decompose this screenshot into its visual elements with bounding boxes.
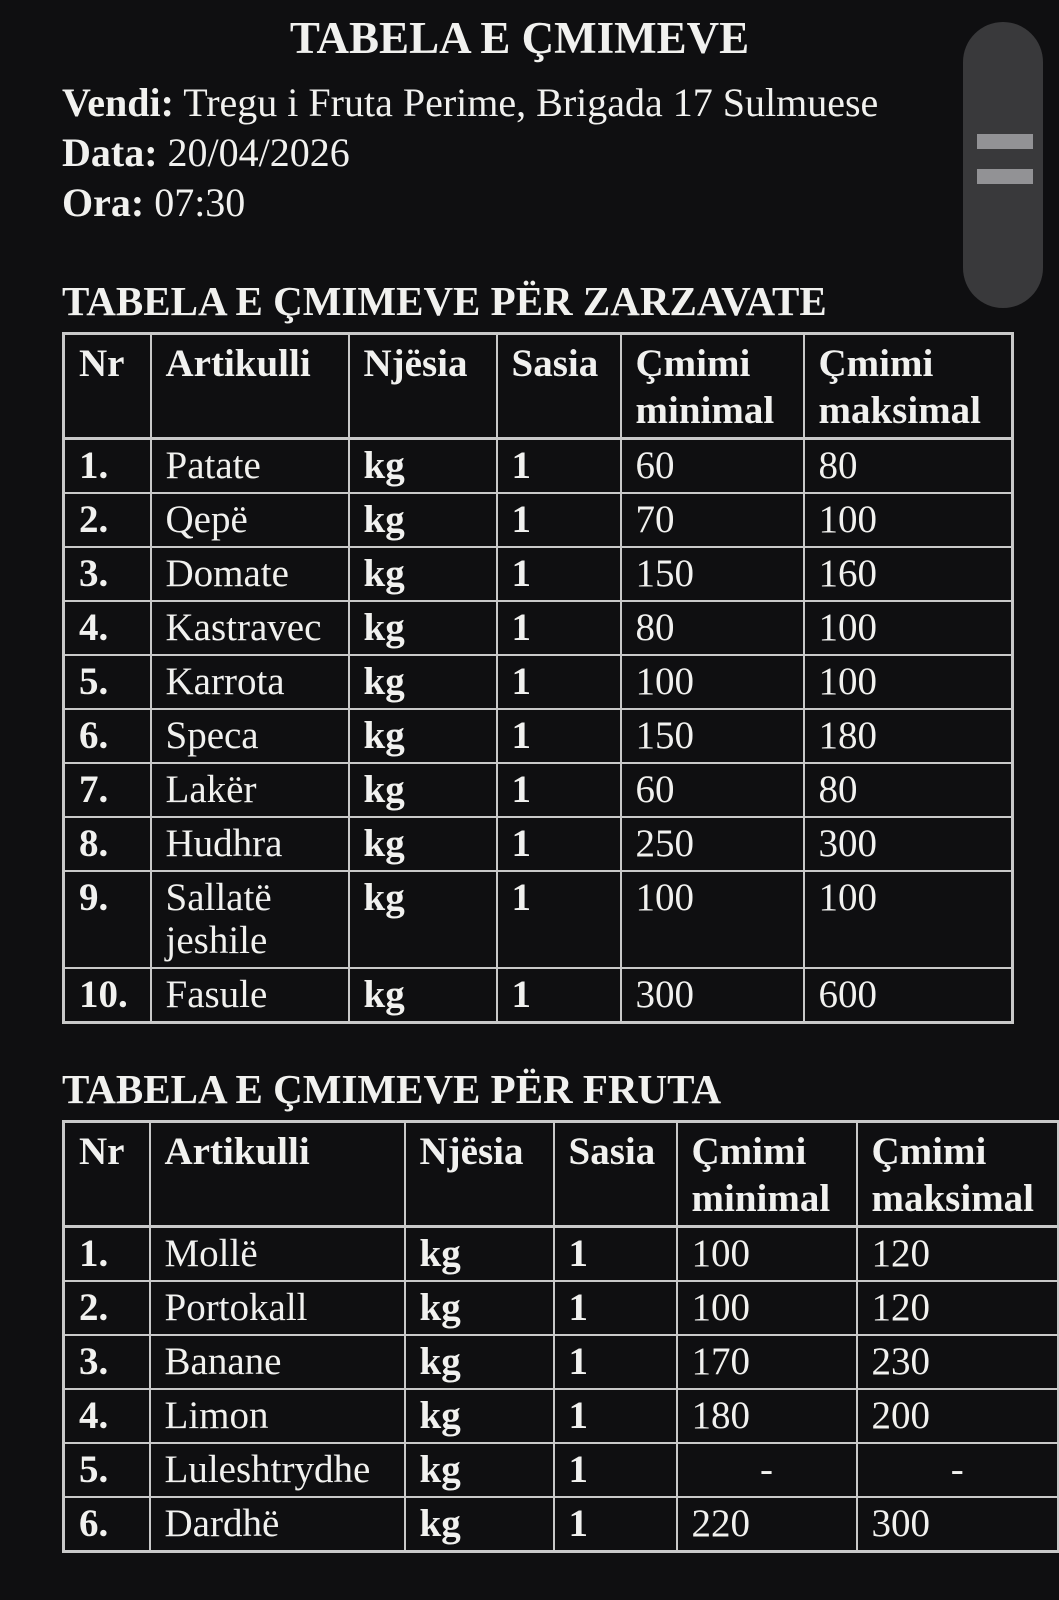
cell-sasia: 1 — [554, 1443, 677, 1497]
cell-cmimi-maksimal: 100 — [804, 493, 1013, 547]
cell-cmimi-minimal: 100 — [621, 871, 804, 968]
cell-artikulli: Limon — [150, 1389, 405, 1443]
cell-njesia: kg — [405, 1497, 554, 1552]
cell-njesia: kg — [349, 968, 497, 1023]
cell-cmimi-maksimal: 120 — [857, 1227, 1059, 1282]
cell-cmimi-minimal: 150 — [621, 547, 804, 601]
table-row — [64, 601, 1013, 655]
table-row — [64, 1443, 1059, 1497]
ora-label: Ora: — [62, 180, 145, 225]
vendi-label: Vendi: — [62, 80, 174, 125]
cell-cmimi-minimal: 180 — [677, 1389, 857, 1443]
cell-cmimi-minimal: 100 — [677, 1227, 857, 1282]
cell-cmimi-minimal: 170 — [677, 1335, 857, 1389]
cell-cmimi-maksimal: 230 — [857, 1335, 1059, 1389]
cell-njesia: kg — [405, 1335, 554, 1389]
table-row — [64, 1335, 1059, 1389]
cell-cmimi-minimal: 70 — [621, 493, 804, 547]
table-row — [64, 763, 1013, 817]
table-row — [64, 1389, 1059, 1443]
section-title-fruta: TABELA E ÇMIMEVE PËR FRUTA — [62, 1066, 722, 1112]
cell-artikulli: Sallatë jeshile — [151, 871, 349, 968]
cell-nr: 1. — [64, 1227, 150, 1282]
cell-sasia: 1 — [554, 1335, 677, 1389]
table-row — [64, 655, 1013, 709]
cell-sasia: 1 — [497, 968, 621, 1023]
cell-nr: 5. — [64, 655, 151, 709]
cell-artikulli: Banane — [150, 1335, 405, 1389]
page-title: TABELA E ÇMIMEVE — [289, 13, 750, 63]
cell-artikulli: Karrota — [151, 655, 349, 709]
cell-cmimi-maksimal: 80 — [804, 439, 1013, 494]
cell-sasia: 1 — [497, 655, 621, 709]
cell-sasia: 1 — [554, 1227, 677, 1282]
cell-cmimi-maksimal: 200 — [857, 1389, 1059, 1443]
table-row — [64, 439, 1013, 494]
section-title-zarzavate: TABELA E ÇMIMEVE PËR ZARZAVATE — [62, 278, 827, 324]
cell-njesia: kg — [349, 493, 497, 547]
data-value: 20/04/2026 — [167, 130, 350, 175]
cell-artikulli: Hudhra — [151, 817, 349, 871]
document-info — [62, 78, 1059, 228]
cell-cmimi-maksimal: 120 — [857, 1281, 1059, 1335]
cell-nr: 4. — [64, 1389, 150, 1443]
data-label: Data: — [62, 130, 158, 175]
cell-sasia: 1 — [554, 1281, 677, 1335]
cell-sasia: 1 — [497, 871, 621, 968]
cell-artikulli: Domate — [151, 547, 349, 601]
cell-sasia: 1 — [497, 601, 621, 655]
table-row — [64, 709, 1013, 763]
table-row — [64, 1281, 1059, 1335]
header-cmimi-minimal: Çmimi minimal — [677, 1122, 857, 1227]
cell-njesia: kg — [349, 817, 497, 871]
cell-cmimi-maksimal: 80 — [804, 763, 1013, 817]
header-nr: Nr — [64, 1122, 150, 1227]
table-header-row — [64, 1122, 1059, 1227]
cell-nr: 7. — [64, 763, 151, 817]
header-sasia: Sasia — [554, 1122, 677, 1227]
cell-cmimi-maksimal: 600 — [804, 968, 1013, 1023]
grip-line-icon — [977, 169, 1033, 184]
cell-cmimi-maksimal: 180 — [804, 709, 1013, 763]
vegetables-price-table — [62, 332, 1014, 1024]
cell-artikulli: Mollë — [150, 1227, 405, 1282]
header-njesia: Njësia — [405, 1122, 554, 1227]
table-row — [64, 817, 1013, 871]
cell-sasia: 1 — [497, 439, 621, 494]
cell-cmimi-minimal: 300 — [621, 968, 804, 1023]
cell-njesia: kg — [349, 763, 497, 817]
table-row — [64, 547, 1013, 601]
cell-nr: 10. — [64, 968, 151, 1023]
cell-sasia: 1 — [497, 817, 621, 871]
table-row — [64, 871, 1013, 968]
cell-sasia: 1 — [497, 709, 621, 763]
grip-line-icon — [977, 134, 1033, 149]
header-cmimi-maksimal: Çmimi maksimal — [804, 334, 1013, 439]
header-artikulli: Artikulli — [150, 1122, 405, 1227]
cell-nr: 6. — [64, 1497, 150, 1552]
cell-artikulli: Portokall — [150, 1281, 405, 1335]
cell-sasia: 1 — [497, 763, 621, 817]
cell-nr: 2. — [64, 1281, 150, 1335]
table-row — [64, 493, 1013, 547]
cell-njesia: kg — [405, 1281, 554, 1335]
cell-cmimi-minimal: 60 — [621, 439, 804, 494]
info-line-vendi — [62, 78, 1059, 128]
cell-nr: 6. — [64, 709, 151, 763]
cell-cmimi-maksimal: 300 — [857, 1497, 1059, 1552]
cell-njesia: kg — [349, 655, 497, 709]
cell-nr: 3. — [64, 1335, 150, 1389]
cell-cmimi-maksimal: 300 — [804, 817, 1013, 871]
cell-artikulli: Fasule — [151, 968, 349, 1023]
cell-artikulli: Kastravec — [151, 601, 349, 655]
cell-cmimi-minimal: - — [677, 1443, 857, 1497]
cell-sasia: 1 — [554, 1389, 677, 1443]
cell-artikulli: Speca — [151, 709, 349, 763]
ora-value: 07:30 — [154, 180, 246, 225]
cell-cmimi-minimal: 80 — [621, 601, 804, 655]
cell-artikulli: Qepë — [151, 493, 349, 547]
cell-nr: 9. — [64, 871, 151, 968]
scrollbar-thumb[interactable] — [963, 22, 1043, 308]
cell-artikulli: Lakër — [151, 763, 349, 817]
cell-cmimi-minimal: 150 — [621, 709, 804, 763]
cell-njesia: kg — [349, 709, 497, 763]
cell-cmimi-minimal: 100 — [677, 1281, 857, 1335]
header-njesia: Njësia — [349, 334, 497, 439]
cell-cmimi-maksimal: 160 — [804, 547, 1013, 601]
header-nr: Nr — [64, 334, 151, 439]
cell-cmimi-minimal: 100 — [621, 655, 804, 709]
cell-cmimi-minimal: 220 — [677, 1497, 857, 1552]
cell-sasia: 1 — [497, 547, 621, 601]
cell-sasia: 1 — [554, 1497, 677, 1552]
cell-nr: 8. — [64, 817, 151, 871]
cell-nr: 4. — [64, 601, 151, 655]
table-row — [64, 1497, 1059, 1552]
vendi-value: Tregu i Fruta Perime, Brigada 17 Sulmuese — [183, 80, 879, 125]
header-cmimi-maksimal: Çmimi maksimal — [857, 1122, 1059, 1227]
cell-njesia: kg — [349, 439, 497, 494]
cell-nr: 2. — [64, 493, 151, 547]
cell-artikulli: Dardhë — [150, 1497, 405, 1552]
cell-cmimi-maksimal: 100 — [804, 601, 1013, 655]
cell-nr: 5. — [64, 1443, 150, 1497]
fruits-price-table — [62, 1120, 1059, 1553]
cell-cmimi-maksimal: 100 — [804, 655, 1013, 709]
cell-njesia: kg — [405, 1443, 554, 1497]
table-row — [64, 1227, 1059, 1282]
table-row — [64, 968, 1013, 1023]
header-artikulli: Artikulli — [151, 334, 349, 439]
cell-artikulli: Patate — [151, 439, 349, 494]
cell-cmimi-minimal: 250 — [621, 817, 804, 871]
cell-njesia: kg — [349, 601, 497, 655]
header-cmimi-minimal: Çmimi minimal — [621, 334, 804, 439]
cell-njesia: kg — [405, 1389, 554, 1443]
cell-artikulli: Luleshtrydhe — [150, 1443, 405, 1497]
info-line-ora — [62, 178, 1059, 228]
cell-cmimi-maksimal: 100 — [804, 871, 1013, 968]
table-header-row — [64, 334, 1013, 439]
info-line-data — [62, 128, 1059, 178]
cell-cmimi-maksimal: - — [857, 1443, 1059, 1497]
cell-nr: 1. — [64, 439, 151, 494]
cell-sasia: 1 — [497, 493, 621, 547]
header-sasia: Sasia — [497, 334, 621, 439]
cell-njesia: kg — [405, 1227, 554, 1282]
cell-njesia: kg — [349, 547, 497, 601]
cell-nr: 3. — [64, 547, 151, 601]
cell-cmimi-minimal: 60 — [621, 763, 804, 817]
cell-njesia: kg — [349, 871, 497, 968]
